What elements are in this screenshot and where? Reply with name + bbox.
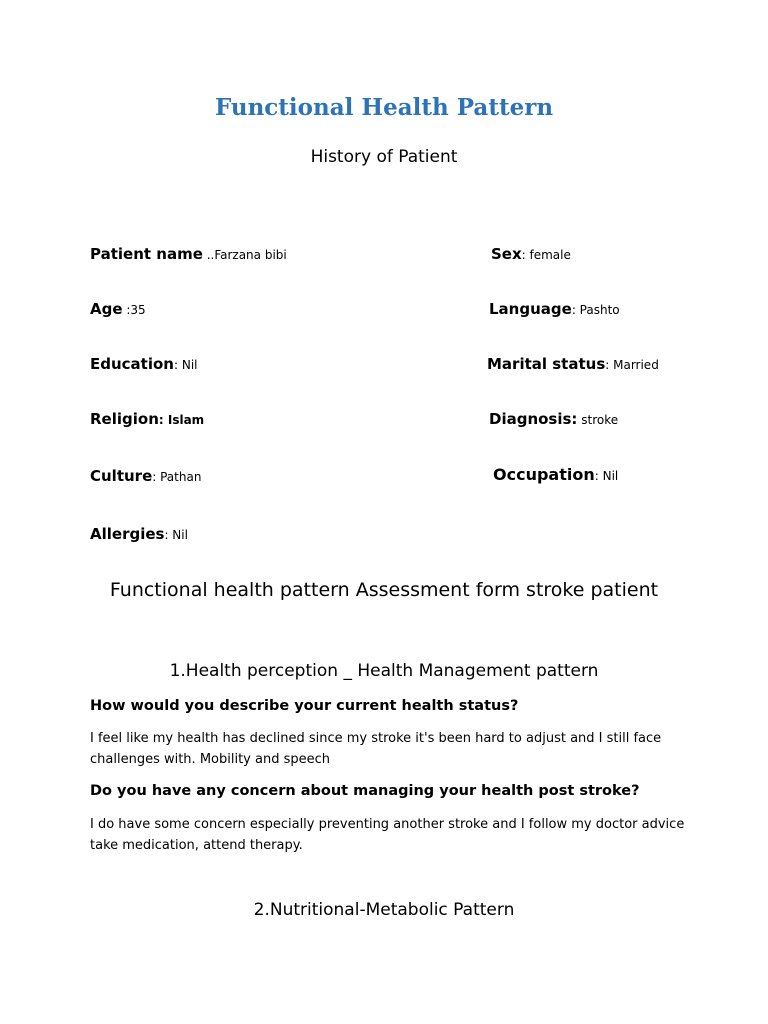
diagnosis-field [489,409,618,428]
diagnosis-value: stroke [577,413,619,427]
question-health-concern: Do you have any concern about managing your health post stroke? [90,783,640,799]
culture-label: Culture [90,467,153,485]
religion-label: Religion [90,410,159,428]
age-label: Age [90,300,123,318]
answer-health-status: I feel like my health has declined since my stroke it's been hard to adjust and I still face challenges with. Mobility and speech [90,731,662,767]
patient-name-value: ..Farzana bibi [202,248,287,262]
allergies-value: : Nil [164,528,188,542]
marital-status-label: Marital status [487,355,606,373]
marital-status-field [487,354,659,373]
education-field [90,354,198,373]
allergies-label: Allergies [90,525,165,543]
assessment-heading: Functional health pattern Assessment form stroke patient [109,579,659,601]
diagnosis-label: Diagnosis: [489,410,578,428]
section-heading-nutritional-metabolic: 2.Nutritional-Metabolic Pattern [253,900,515,920]
section-heading-health-perception: 1.Health perception _ Health Management pattern [169,661,599,681]
age-field [90,299,146,318]
age-value: :35 [122,303,146,317]
culture-field [90,466,201,485]
education-label: Education [90,355,174,373]
occupation-value: : Nil [594,469,619,483]
culture-value: : Pathan [152,470,202,484]
sex-field [491,244,571,263]
marital-status-value: : Married [605,358,659,372]
occupation-field [493,465,618,484]
religion-field [90,409,204,428]
document-title: Functional Health Pattern [214,94,554,121]
document-subtitle: History of Patient [310,147,458,167]
answer-health-concern: I do have some concern especially preventing another stroke and I follow my doctor advice take medication, attend therapy. [90,817,685,853]
language-label: Language [489,300,572,318]
patient-name-label: Patient name [90,245,203,263]
patient-name-field [90,244,287,263]
allergies-field [90,524,188,543]
question-health-status: How would you describe your current health status? [90,698,519,714]
language-field [489,299,620,318]
sex-label: Sex [491,245,522,263]
language-value: : Pashto [571,303,620,317]
religion-value: : Islam [158,413,205,427]
education-value: : Nil [173,358,198,372]
occupation-label: Occupation [493,465,595,484]
sex-value: : female [521,248,571,262]
